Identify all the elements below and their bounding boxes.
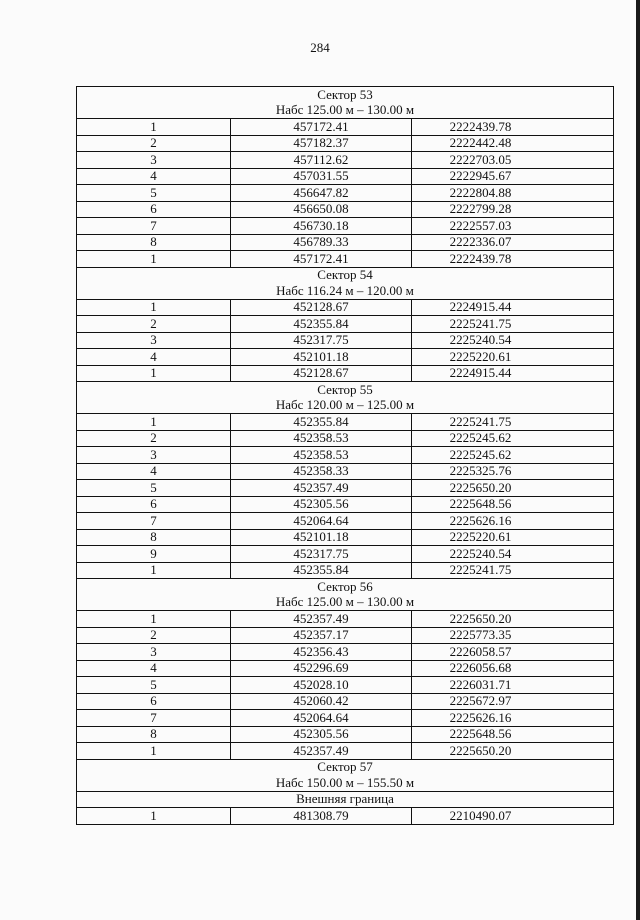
- coordinate-x: 457172.41: [231, 251, 412, 268]
- coordinate-y: 2225245.62: [412, 447, 614, 464]
- coordinate-y: 2225241.75: [412, 316, 614, 333]
- coordinate-x: 456789.33: [231, 234, 412, 251]
- coordinate-y: 2225672.97: [412, 693, 614, 710]
- point-number: 1: [77, 611, 231, 628]
- coordinate-y: 2226058.57: [412, 644, 614, 661]
- coordinate-x: 452060.42: [231, 693, 412, 710]
- point-number: 2: [77, 627, 231, 644]
- coordinate-y: 2225626.16: [412, 513, 614, 530]
- coordinate-x: 452064.64: [231, 710, 412, 727]
- point-number: 4: [77, 349, 231, 366]
- coordinate-y: 2225650.20: [412, 480, 614, 497]
- sector-height-range-cell: Набс 120.00 м – 125.00 м: [77, 398, 614, 414]
- point-number: 1: [77, 562, 231, 579]
- table-row: [77, 463, 614, 480]
- point-number: 3: [77, 644, 231, 661]
- table-row: [77, 201, 614, 218]
- point-number: 8: [77, 529, 231, 546]
- table-row: [77, 644, 614, 661]
- coordinate-y: 2225648.56: [412, 496, 614, 513]
- coordinate-y: 2225650.20: [412, 611, 614, 628]
- table-row: [77, 218, 614, 235]
- coordinate-x: 481308.79: [231, 808, 412, 825]
- coordinate-y: 2222336.07: [412, 234, 614, 251]
- coordinate-x: 457112.62: [231, 152, 412, 169]
- coordinate-x: 452101.18: [231, 529, 412, 546]
- point-number: 4: [77, 660, 231, 677]
- point-number: 4: [77, 168, 231, 185]
- point-number: 2: [77, 430, 231, 447]
- coordinate-x: 452355.84: [231, 316, 412, 333]
- coordinate-y: 2222804.88: [412, 185, 614, 202]
- coordinate-y: 2225241.75: [412, 562, 614, 579]
- sector-subheading: [77, 791, 614, 808]
- coordinate-y: 2224915.44: [412, 365, 614, 382]
- point-number: 6: [77, 693, 231, 710]
- coordinate-x: 452028.10: [231, 677, 412, 694]
- sector-title-cell: Сектор 56: [77, 579, 614, 595]
- sector-height-range: [77, 595, 614, 611]
- page-number: 284: [310, 40, 330, 55]
- coordinate-y: 2222442.48: [412, 135, 614, 152]
- table-row: [77, 447, 614, 464]
- table-row: [77, 332, 614, 349]
- table-row: [77, 299, 614, 316]
- coordinate-x: 452317.75: [231, 332, 412, 349]
- point-number: 1: [77, 743, 231, 760]
- sector-height-range: [77, 775, 614, 791]
- sector-title-cell: Сектор 54: [77, 267, 614, 283]
- table-row: [77, 546, 614, 563]
- coordinate-x: 452296.69: [231, 660, 412, 677]
- sector-title: [77, 759, 614, 775]
- table-row: [77, 234, 614, 251]
- coordinate-x: 452305.56: [231, 726, 412, 743]
- table-row: [77, 349, 614, 366]
- coordinate-y: 2222557.03: [412, 218, 614, 235]
- table-row: [77, 480, 614, 497]
- point-number: 1: [77, 119, 231, 136]
- coordinate-x: 452128.67: [231, 365, 412, 382]
- point-number: 6: [77, 201, 231, 218]
- coordinate-x: 452101.18: [231, 349, 412, 366]
- coordinate-x: 456730.18: [231, 218, 412, 235]
- coordinate-x: 452305.56: [231, 496, 412, 513]
- sector-height-range: [77, 103, 614, 119]
- coordinate-y: 2225650.20: [412, 743, 614, 760]
- point-number: 1: [77, 365, 231, 382]
- point-number: 1: [77, 299, 231, 316]
- sector-title: [77, 579, 614, 595]
- coordinate-y: 2224915.44: [412, 299, 614, 316]
- sector-title: [77, 87, 614, 103]
- table-row: [77, 562, 614, 579]
- sector-subheading-cell: Внешняя граница: [77, 791, 614, 808]
- sector-height-range-cell: Набс 125.00 м – 130.00 м: [77, 595, 614, 611]
- coordinate-x: 457031.55: [231, 168, 412, 185]
- coordinate-x: 452358.33: [231, 463, 412, 480]
- table-row: [77, 414, 614, 431]
- coordinates-table: [76, 86, 614, 825]
- coordinate-x: 452355.84: [231, 414, 412, 431]
- coordinate-y: 2225648.56: [412, 726, 614, 743]
- coordinate-y: 2222439.78: [412, 119, 614, 136]
- table-row: [77, 611, 614, 628]
- point-number: 2: [77, 135, 231, 152]
- coordinate-x: 452357.49: [231, 743, 412, 760]
- point-number: 7: [77, 513, 231, 530]
- point-number: 5: [77, 185, 231, 202]
- table-row: [77, 710, 614, 727]
- coordinate-x: 456647.82: [231, 185, 412, 202]
- table-row: [77, 135, 614, 152]
- table-row: [77, 660, 614, 677]
- table-row: [77, 430, 614, 447]
- coordinate-x: 452356.43: [231, 644, 412, 661]
- scan-edge: [636, 0, 640, 920]
- table-row: [77, 365, 614, 382]
- coordinate-x: 456650.08: [231, 201, 412, 218]
- coordinate-x: 457182.37: [231, 135, 412, 152]
- coordinate-y: 2225626.16: [412, 710, 614, 727]
- point-number: 8: [77, 234, 231, 251]
- table-row: [77, 119, 614, 136]
- sector-height-range-cell: Набс 125.00 м – 130.00 м: [77, 103, 614, 119]
- coordinate-y: 2210490.07: [412, 808, 614, 825]
- coordinate-y: 2225773.35: [412, 627, 614, 644]
- point-number: 4: [77, 463, 231, 480]
- table-row: [77, 743, 614, 760]
- point-number: 2: [77, 316, 231, 333]
- table-row: [77, 168, 614, 185]
- coordinate-y: 2225220.61: [412, 349, 614, 366]
- coordinate-y: 2222703.05: [412, 152, 614, 169]
- coordinate-y: 2226031.71: [412, 677, 614, 694]
- table-row: [77, 185, 614, 202]
- point-number: 3: [77, 332, 231, 349]
- coordinate-x: 457172.41: [231, 119, 412, 136]
- sector-height-range: [77, 283, 614, 299]
- table-row: [77, 726, 614, 743]
- coordinate-y: 2222799.28: [412, 201, 614, 218]
- coordinate-x: 452357.49: [231, 611, 412, 628]
- coordinates-table-body: [77, 87, 614, 825]
- point-number: 3: [77, 152, 231, 169]
- coordinate-y: 2225240.54: [412, 332, 614, 349]
- sector-height-range-cell: Набс 150.00 м – 155.50 м: [77, 775, 614, 791]
- point-number: 1: [77, 808, 231, 825]
- coordinate-x: 452357.17: [231, 627, 412, 644]
- coordinate-x: 452317.75: [231, 546, 412, 563]
- table-row: [77, 808, 614, 825]
- sector-title: [77, 267, 614, 283]
- sector-title-cell: Сектор 55: [77, 382, 614, 398]
- table-row: [77, 152, 614, 169]
- sector-title-cell: Сектор 53: [77, 87, 614, 103]
- table-row: [77, 251, 614, 268]
- table-row: [77, 496, 614, 513]
- point-number: 6: [77, 496, 231, 513]
- coordinate-x: 452358.53: [231, 447, 412, 464]
- point-number: 9: [77, 546, 231, 563]
- point-number: 7: [77, 218, 231, 235]
- coordinate-y: 2222945.67: [412, 168, 614, 185]
- table-row: [77, 513, 614, 530]
- point-number: 5: [77, 480, 231, 497]
- coordinate-y: 2225325.76: [412, 463, 614, 480]
- coordinate-y: 2225245.62: [412, 430, 614, 447]
- point-number: 7: [77, 710, 231, 727]
- coordinate-y: 2222439.78: [412, 251, 614, 268]
- point-number: 3: [77, 447, 231, 464]
- coordinate-y: 2225220.61: [412, 529, 614, 546]
- sector-height-range: [77, 398, 614, 414]
- coordinate-x: 452128.67: [231, 299, 412, 316]
- table-row: [77, 677, 614, 694]
- sector-height-range-cell: Набс 116.24 м – 120.00 м: [77, 283, 614, 299]
- sector-title: [77, 382, 614, 398]
- table-row: [77, 627, 614, 644]
- point-number: 8: [77, 726, 231, 743]
- coordinate-x: 452064.64: [231, 513, 412, 530]
- table-row: [77, 529, 614, 546]
- coordinate-y: 2226056.68: [412, 660, 614, 677]
- table-row: [77, 693, 614, 710]
- coordinate-x: 452358.53: [231, 430, 412, 447]
- point-number: 1: [77, 251, 231, 268]
- sector-title-cell: Сектор 57: [77, 759, 614, 775]
- table-row: [77, 316, 614, 333]
- coordinate-x: 452357.49: [231, 480, 412, 497]
- coordinate-y: 2225240.54: [412, 546, 614, 563]
- point-number: 5: [77, 677, 231, 694]
- coordinate-y: 2225241.75: [412, 414, 614, 431]
- coordinate-x: 452355.84: [231, 562, 412, 579]
- point-number: 1: [77, 414, 231, 431]
